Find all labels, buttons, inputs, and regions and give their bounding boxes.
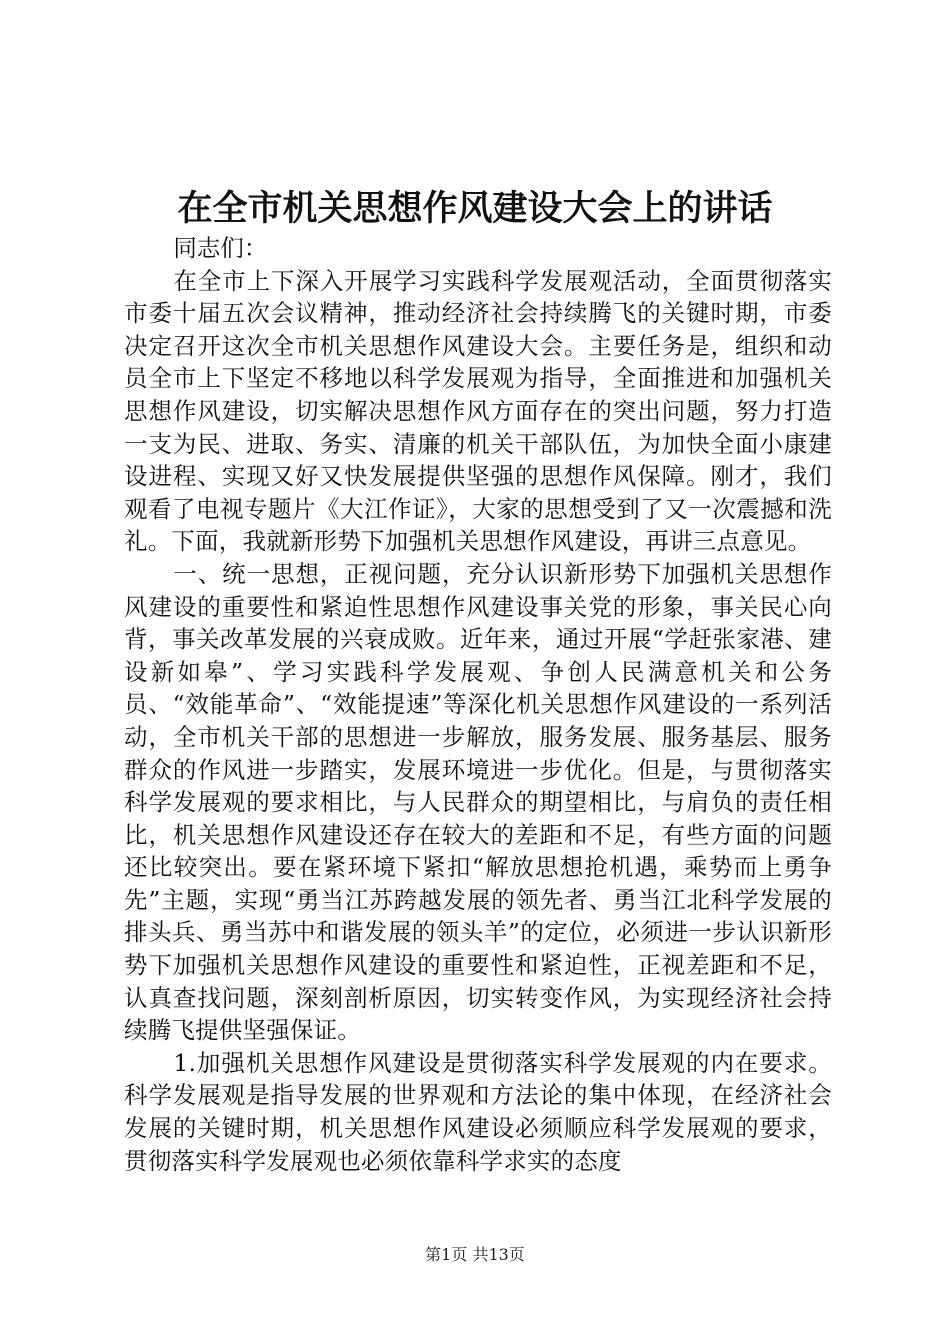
paragraph-intro: 在全市上下深入开展学习实践科学发展观活动，全面贯彻落实市委十届五次会议精神，推动经济社会持续腾飞的关键时期，市委决定召开这次全市机关思想作风建设大会。主要任务是，组织和动员全市上下坚定不移地以科学发展观为指导，全面推进和加强机关思想作风建设，切实解决思想作风方面存在的突出问题，努力打造一支为民、进取、务实、清廉的机关干部队伍，为加快全面小康建设进程、实现又好又快发展提供坚强的思想作风保障。刚才，我们观看了电视专题片《大江作证》，大家的思想受到了又一次震撼和洗礼。下面，我就新形势下加强机关思想作风建设，再讲三点意见。 [124, 266, 832, 556]
document-title: 在全市机关思想作风建设大会上的讲话 [177, 188, 773, 229]
paragraph-point-one: 1.加强机关思想作风建设是贯彻落实科学发展观的内在要求。科学发展观是指导发展的世界观和方法论的集中体现，在经济社会发展的关键时期，机关思想作风建设必须顺应科学发展观的要求，贯彻落实科学发展观也必须依靠科学求实的态度 [124, 1048, 832, 1175]
salutation: 同志们： [173, 234, 268, 262]
paragraph-section-one: 一、统一思想，正视问题，充分认识新形势下加强机关思想作风建设的重要性和紧迫性思想作风建设事关党的形象，事关民心向背，事关改革发展的兴衰成败。近年来，通过开展“学赶张家港、建设新如皋”、学习实践科学发展观、争创人民满意机关和公务员、“效能革命”、“效能提速”等深化机关思想作风建设的一系列活动，全市机关干部的思想进一步解放，服务发展、服务基层、服务群众的作风进一步踏实，发展环境进一步优化。但是，与贯彻落实科学发展观的要求相比，与人民群众的期望相比，与肩负的责任相比，机关思想作风建设还存在较大的差距和不足，有些方面的问题还比较突出。要在紧环境下紧扣“解放思想抢机遇，乘势而上勇争先”主题，实现“勇当江苏跨越发展的领先者、勇当江北科学发展的排头兵、勇当苏中和谐发展的领头羊”的定位，必须进一步认识新形势下加强机关思想作风建设的重要性和紧迫性，正视差距和不足，认真查找问题，深刻剖析原因，切实转变作风，为实现经济社会持续腾飞提供坚强保证。 [124, 559, 832, 1045]
document-body [124, 232, 832, 1177]
page-footer: 第1页 共13页 [425, 1245, 525, 1264]
